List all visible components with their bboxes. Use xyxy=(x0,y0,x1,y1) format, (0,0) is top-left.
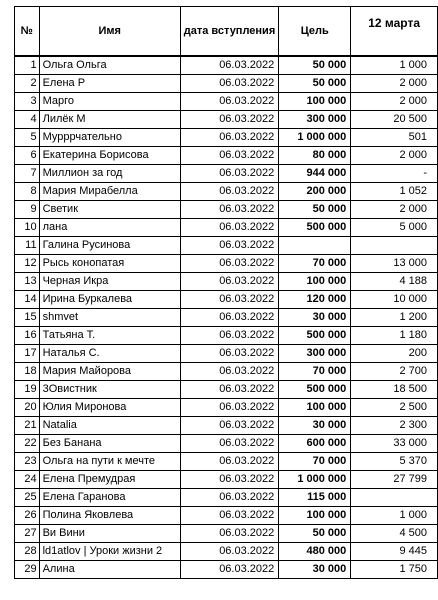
join-date-cell[interactable]: 06.03.2022 xyxy=(180,147,278,165)
march-12-cell[interactable]: 1 200 xyxy=(351,309,438,327)
march-12-cell[interactable]: 2 300 xyxy=(351,417,438,435)
join-date-cell[interactable]: 06.03.2022 xyxy=(180,111,278,129)
row-number-cell[interactable]: 17 xyxy=(15,345,40,363)
name-cell[interactable]: Наталья С. xyxy=(39,345,180,363)
header-name[interactable]: Имя xyxy=(39,7,180,57)
goal-cell[interactable]: 500 000 xyxy=(279,327,351,345)
march-12-cell[interactable]: 10 000 xyxy=(351,291,438,309)
table-row xyxy=(15,201,438,219)
row-number-cell[interactable]: 5 xyxy=(15,129,40,147)
join-date-cell[interactable]: 06.03.2022 xyxy=(180,165,278,183)
march-12-cell[interactable]: 1 000 xyxy=(351,56,438,75)
row-number-cell[interactable]: 19 xyxy=(15,381,40,399)
join-date-cell[interactable]: 06.03.2022 xyxy=(180,543,278,561)
goal-cell[interactable]: 100 000 xyxy=(279,507,351,525)
name-cell[interactable]: Ирина Буркалева xyxy=(39,291,180,309)
table-row xyxy=(15,381,438,399)
name-cell[interactable]: Галина Русинова xyxy=(39,237,180,255)
join-date-cell[interactable]: 06.03.2022 xyxy=(180,525,278,543)
table-row xyxy=(15,453,438,471)
march-12-cell[interactable]: 33 000 xyxy=(351,435,438,453)
table-row xyxy=(15,147,438,165)
join-date-cell[interactable]: 06.03.2022 xyxy=(180,273,278,291)
goal-cell[interactable]: 30 000 xyxy=(279,561,351,579)
table-row xyxy=(15,56,438,75)
march-12-cell[interactable]: - xyxy=(351,165,438,183)
goal-cell[interactable]: 480 000 xyxy=(279,543,351,561)
join-date-cell[interactable]: 06.03.2022 xyxy=(180,93,278,111)
name-cell[interactable]: Ольга на пути к мечте xyxy=(39,453,180,471)
join-date-cell[interactable]: 06.03.2022 xyxy=(180,399,278,417)
row-number-cell[interactable]: 6 xyxy=(15,147,40,165)
march-12-cell[interactable]: 2 000 xyxy=(351,201,438,219)
join-date-cell[interactable]: 06.03.2022 xyxy=(180,291,278,309)
row-number-cell[interactable]: 28 xyxy=(15,543,40,561)
table-row xyxy=(15,525,438,543)
name-cell[interactable]: Рысь конопатая xyxy=(39,255,180,273)
table-row xyxy=(15,129,438,147)
name-cell[interactable]: Черная Икра xyxy=(39,273,180,291)
march-12-cell[interactable]: 2 500 xyxy=(351,399,438,417)
name-cell[interactable]: Полина Яковлева xyxy=(39,507,180,525)
row-number-cell[interactable]: 16 xyxy=(15,327,40,345)
table-row xyxy=(15,471,438,489)
goal-cell[interactable]: 50 000 xyxy=(279,56,351,75)
march-12-cell[interactable]: 1 180 xyxy=(351,327,438,345)
name-cell[interactable]: Алина xyxy=(39,561,180,579)
members-table xyxy=(14,6,438,579)
march-12-cell[interactable]: 1 000 xyxy=(351,507,438,525)
goal-cell[interactable]: 30 000 xyxy=(279,309,351,327)
table-row xyxy=(15,561,438,579)
row-number-cell[interactable]: 24 xyxy=(15,471,40,489)
goal-cell[interactable]: 50 000 xyxy=(279,525,351,543)
header-goal[interactable]: Цель xyxy=(279,7,351,57)
march-12-cell[interactable]: 1 750 xyxy=(351,561,438,579)
table-row xyxy=(15,417,438,435)
row-number-cell[interactable]: 18 xyxy=(15,363,40,381)
table-row xyxy=(15,399,438,417)
goal-cell[interactable]: 115 000 xyxy=(279,489,351,507)
name-cell[interactable]: 3Овистник xyxy=(39,381,180,399)
join-date-cell[interactable]: 06.03.2022 xyxy=(180,489,278,507)
goal-cell[interactable]: 100 000 xyxy=(279,273,351,291)
row-number-cell[interactable]: 22 xyxy=(15,435,40,453)
goal-cell[interactable]: 100 000 xyxy=(279,399,351,417)
goal-cell[interactable]: 500 000 xyxy=(279,381,351,399)
row-number-cell[interactable]: 3 xyxy=(15,93,40,111)
march-12-cell[interactable] xyxy=(351,489,438,507)
join-date-cell[interactable]: 06.03.2022 xyxy=(180,363,278,381)
goal-cell[interactable]: 600 000 xyxy=(279,435,351,453)
name-cell[interactable]: shmvet xyxy=(39,309,180,327)
row-number-cell[interactable]: 20 xyxy=(15,399,40,417)
row-number-cell[interactable]: 14 xyxy=(15,291,40,309)
join-date-cell[interactable]: 06.03.2022 xyxy=(180,435,278,453)
march-12-cell[interactable]: 4 500 xyxy=(351,525,438,543)
join-date-cell[interactable]: 06.03.2022 xyxy=(180,417,278,435)
row-number-cell[interactable]: 12 xyxy=(15,255,40,273)
row-number-cell[interactable]: 13 xyxy=(15,273,40,291)
table-row xyxy=(15,219,438,237)
name-cell[interactable]: Елена Гаранова xyxy=(39,489,180,507)
table-row xyxy=(15,507,438,525)
join-date-cell[interactable]: 06.03.2022 xyxy=(180,56,278,75)
row-number-cell[interactable]: 27 xyxy=(15,525,40,543)
table-row xyxy=(15,273,438,291)
goal-cell[interactable]: 300 000 xyxy=(279,111,351,129)
row-number-cell[interactable]: 21 xyxy=(15,417,40,435)
row-number-cell[interactable]: 8 xyxy=(15,183,40,201)
join-date-cell[interactable]: 06.03.2022 xyxy=(180,219,278,237)
row-number-cell[interactable]: 23 xyxy=(15,453,40,471)
join-date-cell[interactable]: 06.03.2022 xyxy=(180,561,278,579)
row-number-cell[interactable]: 11 xyxy=(15,237,40,255)
table-row xyxy=(15,489,438,507)
march-12-cell[interactable]: 1 052 xyxy=(351,183,438,201)
march-12-cell[interactable]: 18 500 xyxy=(351,381,438,399)
goal-cell[interactable]: 50 000 xyxy=(279,75,351,93)
goal-cell[interactable]: 944 000 xyxy=(279,165,351,183)
march-12-cell[interactable]: 501 xyxy=(351,129,438,147)
table-row xyxy=(15,345,438,363)
goal-cell[interactable]: 80 000 xyxy=(279,147,351,165)
row-number-cell[interactable]: 15 xyxy=(15,309,40,327)
march-12-cell[interactable]: 4 188 xyxy=(351,273,438,291)
join-date-cell[interactable]: 06.03.2022 xyxy=(180,381,278,399)
march-12-cell[interactable]: 20 500 xyxy=(351,111,438,129)
table-row xyxy=(15,435,438,453)
table-row xyxy=(15,237,438,255)
join-date-cell[interactable]: 06.03.2022 xyxy=(180,327,278,345)
join-date-cell[interactable]: 06.03.2022 xyxy=(180,309,278,327)
name-cell[interactable]: ld1atlov | Уроки жизни 2 xyxy=(39,543,180,561)
header-row xyxy=(15,7,438,57)
march-12-cell[interactable]: 200 xyxy=(351,345,438,363)
row-number-cell[interactable]: 4 xyxy=(15,111,40,129)
name-cell[interactable]: Светик xyxy=(39,201,180,219)
row-number-cell[interactable]: 9 xyxy=(15,201,40,219)
goal-cell[interactable]: 120 000 xyxy=(279,291,351,309)
table-row xyxy=(15,327,438,345)
goal-cell[interactable]: 70 000 xyxy=(279,255,351,273)
spreadsheet xyxy=(14,6,438,579)
table-row xyxy=(15,93,438,111)
name-cell[interactable]: Елена Премудрая xyxy=(39,471,180,489)
row-number-cell[interactable]: 2 xyxy=(15,75,40,93)
table-row xyxy=(15,75,438,93)
join-date-cell[interactable]: 06.03.2022 xyxy=(180,75,278,93)
row-number-cell[interactable]: 7 xyxy=(15,165,40,183)
goal-cell[interactable]: 300 000 xyxy=(279,345,351,363)
table-row xyxy=(15,165,438,183)
row-number-cell[interactable]: 25 xyxy=(15,489,40,507)
name-cell[interactable]: Марго xyxy=(39,93,180,111)
row-number-cell[interactable]: 1 xyxy=(15,56,40,75)
march-12-cell[interactable]: 2 700 xyxy=(351,363,438,381)
table-row xyxy=(15,309,438,327)
header-date[interactable]: дата вступления xyxy=(180,7,278,57)
name-cell[interactable]: Ви Вини xyxy=(39,525,180,543)
march-12-cell[interactable]: 2 000 xyxy=(351,147,438,165)
goal-cell[interactable] xyxy=(279,237,351,255)
goal-cell[interactable]: 30 000 xyxy=(279,417,351,435)
table-row xyxy=(15,183,438,201)
name-cell[interactable]: Миллион за год xyxy=(39,165,180,183)
name-cell[interactable]: Мария Майорова xyxy=(39,363,180,381)
table-row xyxy=(15,363,438,381)
name-cell[interactable]: Елена Р xyxy=(39,75,180,93)
march-12-cell[interactable]: 27 799 xyxy=(351,471,438,489)
join-date-cell[interactable]: 06.03.2022 xyxy=(180,237,278,255)
name-cell[interactable]: лана xyxy=(39,219,180,237)
name-cell[interactable]: Без Банана xyxy=(39,435,180,453)
row-number-cell[interactable]: 26 xyxy=(15,507,40,525)
join-date-cell[interactable]: 06.03.2022 xyxy=(180,345,278,363)
header-day[interactable]: 12 марта xyxy=(351,7,438,57)
join-date-cell[interactable]: 06.03.2022 xyxy=(180,201,278,219)
table-row xyxy=(15,111,438,129)
goal-cell[interactable]: 50 000 xyxy=(279,201,351,219)
name-cell[interactable]: Татьяна Т. xyxy=(39,327,180,345)
name-cell[interactable]: Natalia xyxy=(39,417,180,435)
row-number-cell[interactable]: 29 xyxy=(15,561,40,579)
name-cell[interactable]: Мария Мирабелла xyxy=(39,183,180,201)
march-12-cell[interactable]: 2 000 xyxy=(351,93,438,111)
march-12-cell[interactable]: 9 445 xyxy=(351,543,438,561)
name-cell[interactable]: Ольга Ольга xyxy=(39,56,180,75)
goal-cell[interactable]: 100 000 xyxy=(279,93,351,111)
name-cell[interactable]: Юлия Миронова xyxy=(39,399,180,417)
march-12-cell[interactable]: 5 370 xyxy=(351,453,438,471)
table-row xyxy=(15,255,438,273)
goal-cell[interactable]: 200 000 xyxy=(279,183,351,201)
table-row xyxy=(15,291,438,309)
goal-cell[interactable]: 70 000 xyxy=(279,453,351,471)
goal-cell[interactable]: 500 000 xyxy=(279,219,351,237)
name-cell[interactable]: Лилёк М xyxy=(39,111,180,129)
row-number-cell[interactable]: 10 xyxy=(15,219,40,237)
join-date-cell[interactable]: 06.03.2022 xyxy=(180,255,278,273)
goal-cell[interactable]: 1 000 000 xyxy=(279,471,351,489)
join-date-cell[interactable]: 06.03.2022 xyxy=(180,471,278,489)
goal-cell[interactable]: 1 000 000 xyxy=(279,129,351,147)
name-cell[interactable]: Екатерина Борисова xyxy=(39,147,180,165)
march-12-cell[interactable]: 5 000 xyxy=(351,219,438,237)
march-12-cell[interactable]: 13 000 xyxy=(351,255,438,273)
join-date-cell[interactable]: 06.03.2022 xyxy=(180,453,278,471)
header-num[interactable]: № xyxy=(15,7,40,57)
join-date-cell[interactable]: 06.03.2022 xyxy=(180,507,278,525)
goal-cell[interactable]: 70 000 xyxy=(279,363,351,381)
march-12-cell[interactable]: 2 000 xyxy=(351,75,438,93)
join-date-cell[interactable]: 06.03.2022 xyxy=(180,129,278,147)
march-12-cell[interactable] xyxy=(351,237,438,255)
join-date-cell[interactable]: 06.03.2022 xyxy=(180,183,278,201)
table-body xyxy=(15,56,438,579)
table-row xyxy=(15,543,438,561)
name-cell[interactable]: Мурррчательно xyxy=(39,129,180,147)
